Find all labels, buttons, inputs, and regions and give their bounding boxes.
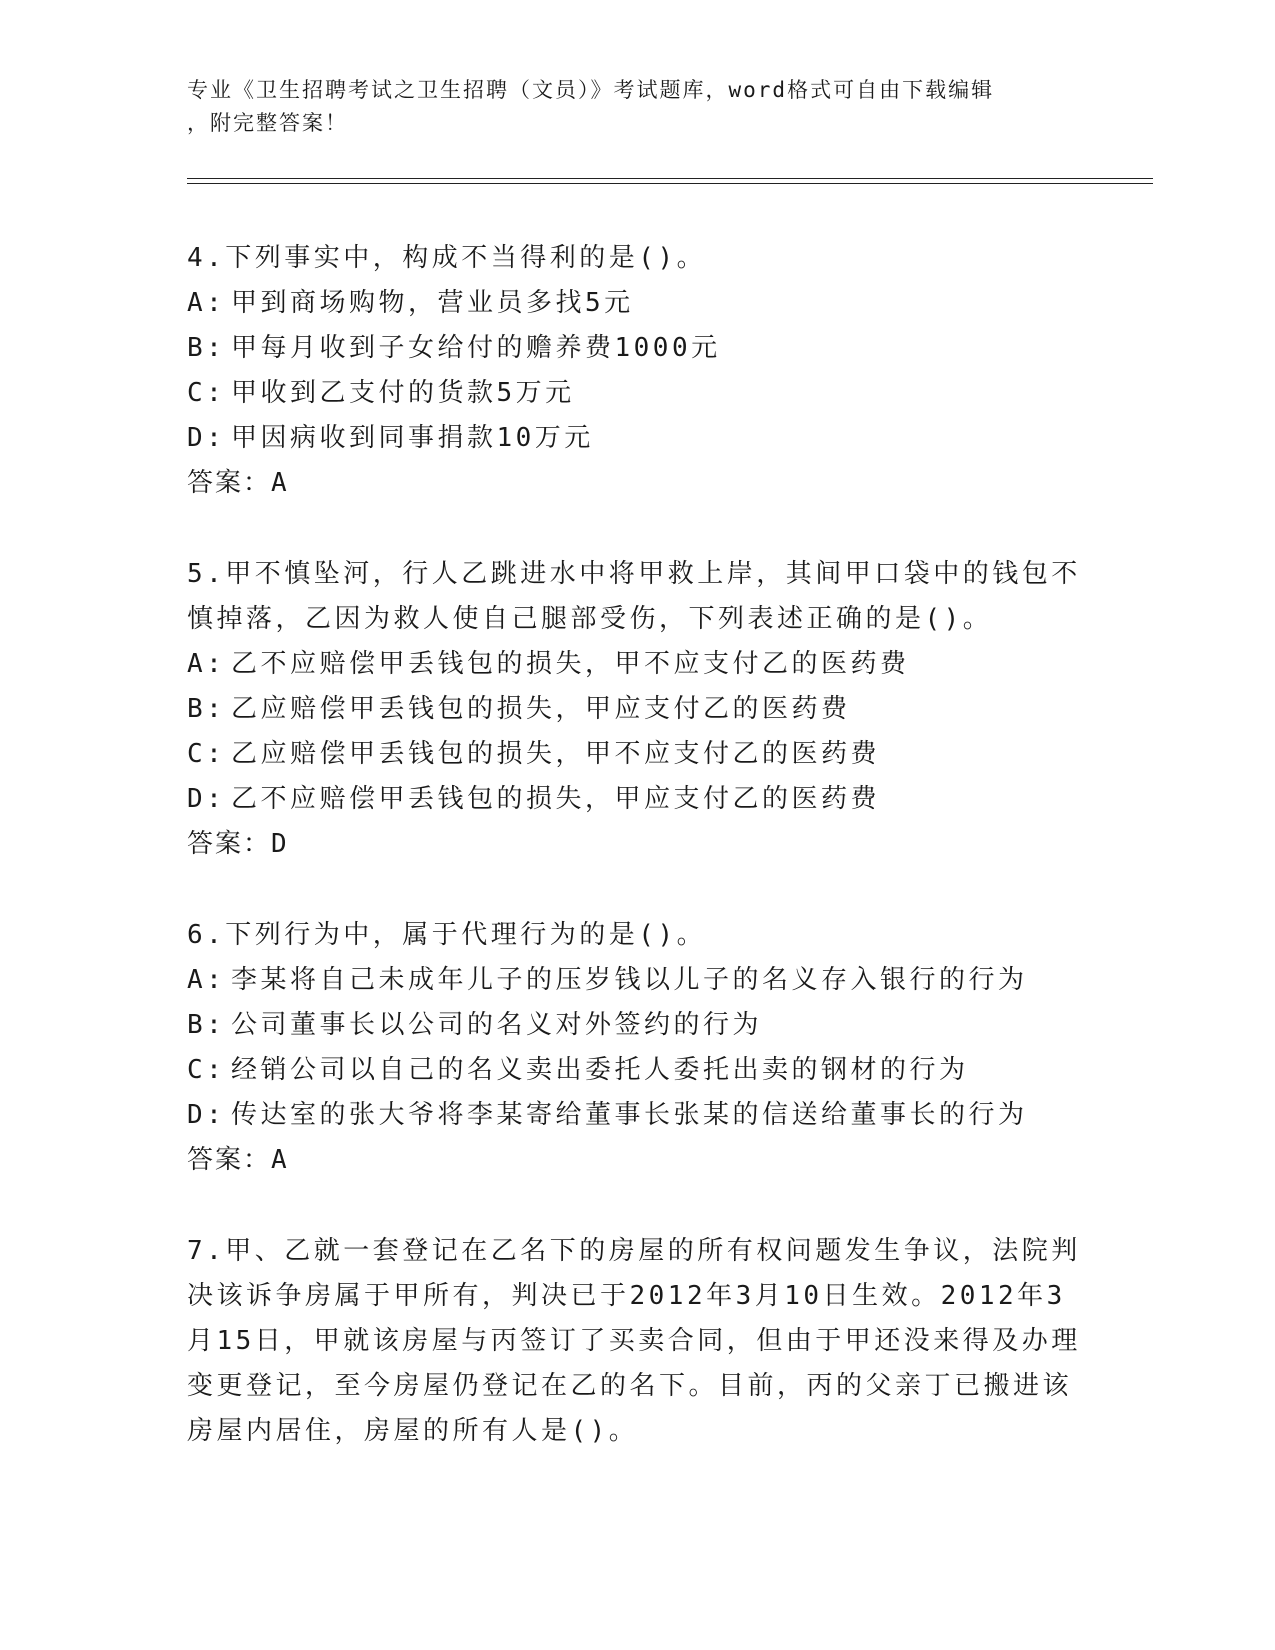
question-item: [187, 1229, 1087, 1454]
question-stem-continued: 月15日，甲就该房屋与丙签订了买卖合同，但由于甲还没来得及办理: [187, 1326, 1081, 1356]
option-d: [187, 1093, 1087, 1138]
option-text: 乙不应赔偿甲丢钱包的损失，甲不应支付乙的医药费: [231, 649, 910, 679]
option-text: 李某将自己未成年儿子的压岁钱以儿子的名义存入银行的行为: [231, 965, 1028, 995]
option-letter: A:: [187, 649, 226, 679]
option-letter: D:: [187, 423, 226, 453]
answer-line: 答案：A: [187, 1145, 289, 1175]
option-letter: B:: [187, 1010, 226, 1040]
question-stem: 7.甲、乙就一套登记在乙名下的房屋的所有权问题发生争议，法院判: [187, 1236, 1081, 1266]
document-header: [187, 74, 1067, 140]
option-text: 公司董事长以公司的名义对外签约的行为: [231, 1010, 763, 1040]
option-d: [187, 777, 1087, 822]
option-letter: B:: [187, 333, 226, 363]
option-text: 甲收到乙支付的货款5万元: [231, 378, 575, 408]
option-text: 传达室的张大爷将李某寄给董事长张某的信送给董事长的行为: [231, 1100, 1028, 1130]
header-divider-bottom: [187, 183, 1153, 184]
option-b: [187, 687, 1087, 732]
option-c: [187, 371, 1087, 416]
option-text: 甲每月收到子女给付的赡养费1000元: [231, 333, 721, 363]
option-a: [187, 958, 1087, 1003]
option-letter: B:: [187, 694, 226, 724]
question-item: [187, 552, 1087, 867]
option-b: [187, 1003, 1087, 1048]
answer-line: 答案：A: [187, 468, 289, 498]
option-letter: D:: [187, 1100, 226, 1130]
question-stem: 6.下列行为中，属于代理行为的是()。: [187, 920, 707, 950]
header-divider-top: [187, 178, 1153, 179]
header-line-2: ，附完整答案！: [187, 111, 348, 135]
option-text: 甲因病收到同事捐款10万元: [231, 423, 594, 453]
header-line-1: 专业《卫生招聘考试之卫生招聘（文员）》考试题库，word格式可自由下载编辑: [187, 78, 995, 102]
option-a: [187, 642, 1087, 687]
question-stem-continued: 决该诉争房属于甲所有，判决已于2012年3月10日生效。2012年3: [187, 1281, 1066, 1311]
option-letter: C:: [187, 1055, 226, 1085]
option-letter: C:: [187, 739, 226, 769]
option-text: 乙应赔偿甲丢钱包的损失，甲不应支付乙的医药费: [231, 739, 881, 769]
option-text: 乙不应赔偿甲丢钱包的损失，甲应支付乙的医药费: [231, 784, 881, 814]
option-text: 经销公司以自己的名义卖出委托人委托出卖的钢材的行为: [231, 1055, 969, 1085]
question-list: [187, 236, 1087, 1500]
answer-line: 答案：D: [187, 829, 289, 859]
question-stem: 5.甲不慎坠河，行人乙跳进水中将甲救上岸，其间甲口袋中的钱包不: [187, 559, 1081, 589]
question-item: [187, 913, 1087, 1183]
option-text: 乙应赔偿甲丢钱包的损失，甲应支付乙的医药费: [231, 694, 851, 724]
option-d: [187, 416, 1087, 461]
option-c: [187, 732, 1087, 777]
question-stem-continued: 变更登记，至今房屋仍登记在乙的名下。目前，丙的父亲丁已搬进该: [187, 1371, 1073, 1401]
option-b: [187, 326, 1087, 371]
option-text: 甲到商场购物，营业员多找5元: [231, 288, 634, 318]
option-letter: A:: [187, 965, 226, 995]
question-stem: 4.下列事实中，构成不当得利的是()。: [187, 243, 707, 273]
option-letter: C:: [187, 378, 226, 408]
option-letter: A:: [187, 288, 226, 318]
option-a: [187, 281, 1087, 326]
option-letter: D:: [187, 784, 226, 814]
option-c: [187, 1048, 1087, 1093]
question-stem-continued: 房屋内居住，房屋的所有人是()。: [187, 1416, 639, 1446]
question-stem-continued: 慎掉落，乙因为救人使自己腿部受伤，下列表述正确的是()。: [187, 604, 993, 634]
question-item: [187, 236, 1087, 506]
